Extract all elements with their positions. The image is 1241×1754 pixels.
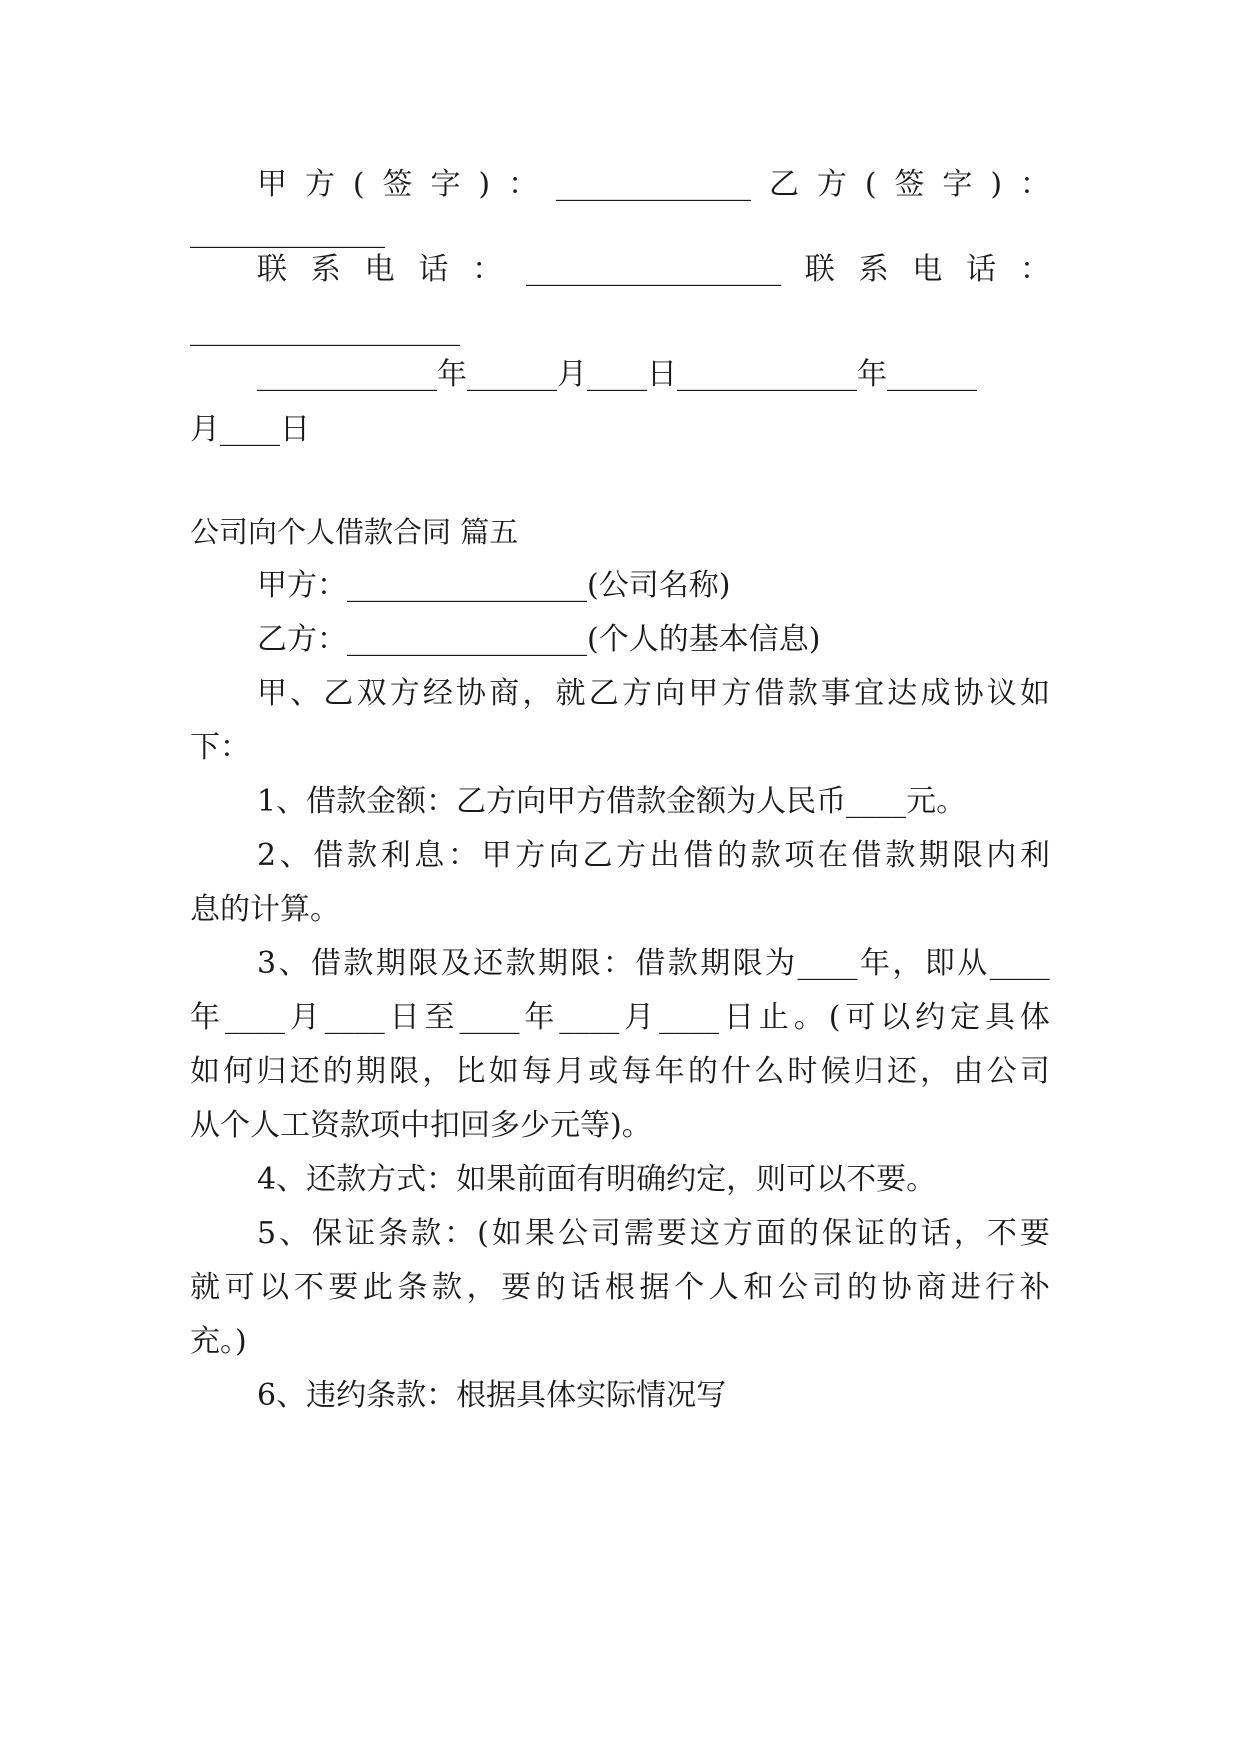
text-glyph: 还 (473, 946, 504, 981)
text-glyph: 进 (950, 1270, 981, 1305)
text-glyph: 字 (430, 167, 461, 202)
text-glyph: 甲 (688, 676, 719, 711)
text-glyph: ： (508, 167, 539, 202)
text-glyph: 具 (984, 1000, 1015, 1035)
text-glyph: 方 (722, 1216, 753, 1251)
text-glyph: 从 (957, 946, 988, 981)
text-glyph: ____ (659, 1000, 720, 1035)
text-glyph: 签 (894, 167, 925, 202)
text-glyph: 如 (1019, 676, 1050, 711)
text-glyph: 方 (816, 167, 847, 202)
text-glyph: 电 (364, 252, 395, 287)
text-glyph: 候 (820, 1054, 851, 1089)
text-glyph: 话 (966, 252, 997, 287)
text-glyph: 行 (985, 1270, 1016, 1305)
text-glyph: 的 (788, 1216, 819, 1251)
text-glyph: 签 (382, 167, 413, 202)
text-glyph: ， (920, 1054, 951, 1089)
text-glyph: 或 (588, 1054, 619, 1089)
text-glyph: 款 (667, 946, 698, 981)
text-glyph: 议 (986, 676, 1017, 711)
clause-3-term (257, 944, 1050, 984)
text-glyph: 条 (378, 1216, 409, 1251)
text-glyph: 限 (952, 838, 983, 873)
text-glyph: 、 (290, 676, 321, 711)
clause-3-term-continued: 从个人工资款项中扣回多少元等)。 (190, 1108, 652, 1143)
text-glyph: 月 (289, 1000, 320, 1035)
text-glyph: 补 (1019, 1270, 1050, 1305)
text-glyph: 由 (953, 1054, 984, 1089)
text-glyph: 公 (777, 1270, 808, 1305)
text-glyph: 即 (924, 946, 955, 981)
signature-line-dates-continued: 月____日 (190, 412, 310, 447)
text-glyph: 限 (389, 1054, 420, 1089)
text-glyph: 期 (355, 1054, 386, 1089)
text-glyph: 5 (257, 1216, 277, 1251)
text-glyph: 的 (535, 1270, 566, 1305)
clause-3-term-continued (190, 998, 1050, 1038)
clause-2-interest (257, 836, 1050, 876)
text-glyph: ) (990, 167, 1003, 202)
text-glyph: 保 (821, 1216, 852, 1251)
intro-paragraph-line (257, 674, 1050, 714)
text-glyph: 和 (743, 1270, 774, 1305)
text-glyph: 商 (916, 1270, 947, 1305)
text-glyph: 的 (687, 1054, 718, 1089)
text-glyph: 如 (488, 1054, 519, 1089)
text-glyph: 借 (683, 838, 714, 873)
text-glyph: 限 (732, 946, 763, 981)
text-glyph: 商 (489, 676, 520, 711)
text-glyph: 年 (654, 1054, 685, 1089)
text-glyph: 借 (310, 946, 341, 981)
text-glyph: 要 (656, 1216, 687, 1251)
text-glyph: 借 (754, 676, 785, 711)
clause-5-guarantee-continued (190, 1268, 1050, 1308)
text-glyph: 司 (590, 1216, 621, 1251)
text-glyph: ( (828, 1000, 841, 1035)
text-glyph: 甲 (257, 676, 287, 711)
text-glyph: 向 (655, 676, 686, 711)
text-glyph: ： (444, 1216, 475, 1251)
text-glyph: 据 (639, 1270, 670, 1305)
text-glyph: 限 (408, 946, 439, 981)
text-glyph: 话 (920, 1216, 951, 1251)
text-glyph: 方 (389, 676, 420, 711)
text-glyph: 事 (820, 676, 851, 711)
text-glyph: 成 (920, 676, 951, 711)
text-glyph: 达 (887, 676, 918, 711)
text-glyph: 每 (621, 1054, 652, 1089)
text-glyph: ____ (989, 946, 1050, 981)
text-glyph: ： (472, 252, 503, 287)
text-glyph: ( (864, 167, 877, 202)
text-glyph: ， (522, 676, 553, 711)
text-glyph: 电 (912, 252, 943, 287)
text-glyph: 归 (853, 1054, 884, 1089)
text-glyph: 、 (278, 946, 309, 981)
text-glyph: ____ (224, 1000, 285, 1035)
text-glyph: 项 (784, 838, 815, 873)
text-glyph: ， (466, 1270, 497, 1305)
text-glyph: 款 (885, 838, 916, 873)
text-glyph: 在 (817, 838, 848, 873)
text-glyph: 款 (750, 838, 781, 873)
text-glyph: 要 (328, 1270, 359, 1305)
text-glyph: 宜 (854, 676, 885, 711)
text-glyph: ， (422, 1054, 453, 1089)
text-glyph: 期 (700, 946, 731, 981)
text-glyph: 还 (886, 1054, 917, 1089)
text-glyph: 向 (548, 838, 579, 873)
text-glyph: ____ (797, 946, 858, 981)
section-title: 公司向个人借款合同 篇五 (190, 515, 519, 549)
text-glyph: _____________ (556, 167, 751, 202)
text-glyph: 年 (190, 1000, 220, 1035)
text-glyph: 协 (953, 676, 984, 711)
text-glyph: 以 (880, 1000, 911, 1035)
text-glyph: ， (892, 946, 923, 981)
text-glyph: 、 (279, 838, 310, 873)
text-glyph: _________________ (525, 252, 781, 287)
text-glyph: 果 (524, 1216, 555, 1251)
text-glyph: ____ (324, 1000, 385, 1035)
text-glyph: 话 (570, 1270, 601, 1305)
text-glyph: 字 (942, 167, 973, 202)
clause-2-interest-continued: 息的计算。 (190, 892, 340, 927)
text-glyph: 年 (524, 1000, 555, 1035)
text-glyph: 就 (190, 1270, 220, 1305)
signature-line-dates: ____________年______月____日____________年______ (257, 357, 977, 392)
text-glyph: 不 (986, 1216, 1017, 1251)
text-glyph: 可 (224, 1270, 255, 1305)
text-glyph: ) (478, 167, 491, 202)
text-glyph: 乙 (323, 676, 354, 711)
text-glyph: 人 (708, 1270, 739, 1305)
text-glyph: 出 (649, 838, 680, 873)
text-glyph: 甲 (257, 167, 287, 202)
text-glyph: 期 (538, 946, 569, 981)
clause-5-guarantee (257, 1214, 1050, 1254)
text-glyph: 证 (854, 1216, 885, 1251)
text-glyph: 要 (501, 1270, 532, 1305)
signature-line-phones (257, 250, 1050, 290)
text-glyph: 借 (635, 946, 666, 981)
text-glyph: 的 (322, 1054, 353, 1089)
text-glyph: 如 (190, 1054, 220, 1089)
text-glyph: 的 (717, 838, 748, 873)
text-glyph: 日 (723, 1000, 754, 1035)
text-glyph: 方 (621, 676, 652, 711)
text-glyph: 的 (887, 1216, 918, 1251)
text-glyph: 此 (362, 1270, 393, 1305)
text-glyph: 期 (375, 946, 406, 981)
text-glyph: ： (447, 838, 478, 873)
text-glyph: 款 (505, 946, 536, 981)
text-glyph: 、 (279, 1216, 310, 1251)
text-glyph: 款 (787, 676, 818, 711)
text-glyph: 方 (515, 838, 546, 873)
text-glyph: 至 (424, 1000, 455, 1035)
clause-5-guarantee-continued: 充。) (190, 1324, 247, 1359)
signature-line-phones-continued: __________________ (190, 312, 460, 347)
text-glyph: ： (1019, 252, 1050, 287)
text-glyph: 体 (1019, 1000, 1050, 1035)
text-glyph: 系 (310, 252, 341, 287)
text-glyph: 如 (491, 1216, 522, 1251)
text-glyph: 公 (986, 1054, 1017, 1089)
text-glyph: 经 (422, 676, 453, 711)
text-glyph: 联 (804, 252, 835, 287)
signature-line-parties-continued: _____________ (190, 214, 385, 249)
text-glyph: 要 (1019, 1216, 1050, 1251)
text-glyph: 双 (356, 676, 387, 711)
text-glyph: 款 (347, 838, 378, 873)
clause-6-breach: 6、违约条款：根据具体实际情况写 (257, 1378, 727, 1413)
text-glyph: ： (1020, 167, 1050, 202)
text-glyph: 甲 (481, 838, 512, 873)
text-glyph: ( (352, 167, 365, 202)
text-glyph: 款 (411, 1216, 442, 1251)
text-glyph: 及 (440, 946, 471, 981)
text-glyph: 证 (345, 1216, 376, 1251)
text-glyph: 乙 (768, 167, 799, 202)
text-glyph: 乙 (588, 676, 619, 711)
text-glyph: 利 (1019, 838, 1050, 873)
clause-1-loan-amount: 1、借款金额：乙方向甲方借款金额为人民币____元。 (257, 784, 967, 819)
text-glyph: 月 (555, 1054, 586, 1089)
text-glyph: 保 (312, 1216, 343, 1251)
clause-4-repayment-method: 4、还款方式：如果前面有明确约定，则可以不要。 (257, 1162, 937, 1197)
text-glyph: 联 (257, 252, 287, 287)
text-glyph: 面 (755, 1216, 786, 1251)
text-glyph: 年 (859, 946, 890, 981)
text-glyph: ， (953, 1216, 984, 1251)
party-b-line: 乙方：________________(个人的基本信息) (257, 622, 821, 657)
text-glyph: 可 (845, 1000, 876, 1035)
text-glyph: 条 (397, 1270, 428, 1305)
text-glyph: 方 (616, 838, 647, 873)
text-glyph: ____ (459, 1000, 520, 1035)
text-glyph: 2 (257, 838, 277, 873)
party-a-line: 甲方：________________(公司名称) (257, 568, 731, 603)
text-glyph: 以 (259, 1270, 290, 1305)
text-glyph: 限 (570, 946, 601, 981)
text-glyph: 月 (624, 1000, 655, 1035)
text-glyph: 每 (521, 1054, 552, 1089)
text-glyph: 期 (918, 838, 949, 873)
signature-line-parties (257, 165, 1050, 205)
text-glyph: 息 (414, 838, 445, 873)
text-glyph: 定 (950, 1000, 981, 1035)
text-glyph: 协 (881, 1270, 912, 1305)
text-glyph: 话 (418, 252, 449, 287)
text-glyph: 为 (765, 946, 796, 981)
text-glyph: 司 (812, 1270, 843, 1305)
text-glyph: 。 (793, 1000, 824, 1035)
text-glyph: 利 (380, 838, 411, 873)
text-glyph: 时 (787, 1054, 818, 1089)
text-glyph: 借 (851, 838, 882, 873)
text-glyph: 款 (432, 1270, 463, 1305)
text-glyph: 何 (223, 1054, 254, 1089)
text-glyph: 个 (674, 1270, 705, 1305)
text-glyph: 什 (721, 1054, 751, 1089)
text-glyph: 3 (257, 946, 277, 981)
text-glyph: 款 (343, 946, 374, 981)
intro-paragraph-line: 下： (190, 730, 250, 765)
text-glyph: 日 (389, 1000, 420, 1035)
text-glyph: 还 (289, 1054, 320, 1089)
text-glyph: 借 (313, 838, 344, 873)
text-glyph: 系 (858, 252, 889, 287)
text-glyph: ( (477, 1216, 489, 1251)
text-glyph: 约 (915, 1000, 946, 1035)
text-glyph: 归 (256, 1054, 287, 1089)
text-glyph: 的 (846, 1270, 877, 1305)
text-glyph: 协 (456, 676, 487, 711)
text-glyph: 比 (455, 1054, 486, 1089)
text-glyph: 根 (604, 1270, 635, 1305)
text-glyph: ： (602, 946, 633, 981)
text-glyph: 止 (758, 1000, 789, 1035)
text-glyph: 需 (623, 1216, 654, 1251)
text-glyph: ____ (559, 1000, 620, 1035)
text-glyph: 方 (721, 676, 752, 711)
text-glyph: 司 (1019, 1054, 1050, 1089)
text-glyph: 方 (304, 167, 335, 202)
text-glyph: 公 (557, 1216, 588, 1251)
text-glyph: 内 (986, 838, 1017, 873)
text-glyph: 不 (293, 1270, 324, 1305)
text-glyph: 乙 (582, 838, 613, 873)
text-glyph: 就 (555, 676, 586, 711)
text-glyph: 这 (689, 1216, 720, 1251)
text-glyph: 么 (754, 1054, 785, 1089)
clause-3-term-continued (190, 1052, 1050, 1092)
